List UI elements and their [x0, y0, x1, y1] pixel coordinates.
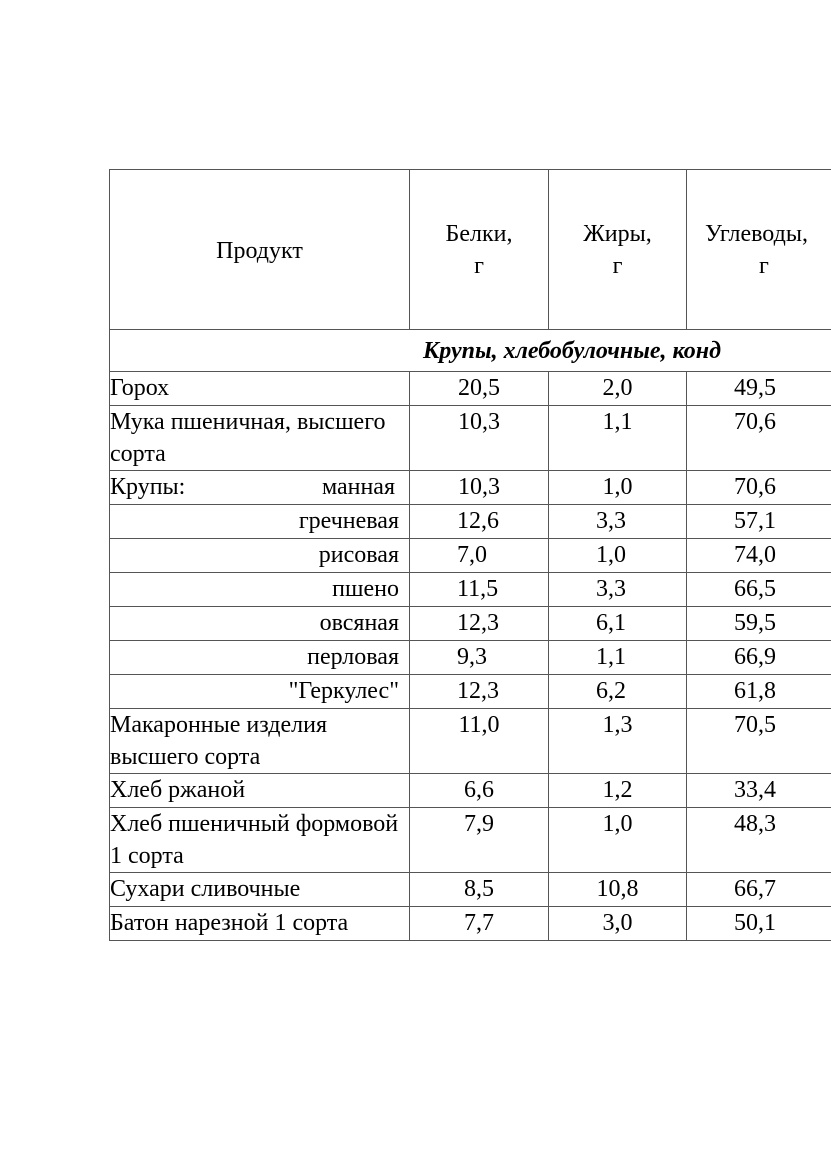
table-row — [110, 907, 831, 941]
fat-value: 1,0 — [549, 808, 687, 873]
carbs-value: 33,4 — [687, 774, 831, 808]
header-fat-label: Жиры, — [583, 220, 652, 247]
fat-value: 1,0 — [549, 539, 687, 573]
table-row — [110, 573, 831, 607]
header-fat — [549, 170, 687, 330]
header-product: Продукт — [110, 170, 410, 330]
product-name: Батон нарезной 1 сорта — [110, 907, 410, 941]
product-name — [110, 471, 410, 505]
protein-value: 20,5 — [410, 372, 549, 406]
product-name: пшено — [110, 573, 410, 607]
carbs-value: 66,9 — [687, 641, 831, 675]
protein-value: 10,3 — [410, 471, 549, 505]
product-subtype: манная — [321, 474, 395, 500]
protein-value: 12,3 — [410, 675, 549, 709]
table-row — [110, 709, 831, 774]
product-name: перловая — [110, 641, 410, 675]
protein-value: 9,3 — [410, 641, 549, 675]
table-row — [110, 471, 831, 505]
protein-value: 10,3 — [410, 406, 549, 471]
table-row — [110, 372, 831, 406]
protein-value: 7,7 — [410, 907, 549, 941]
product-name: Хлеб пшеничный формовой 1 сорта — [110, 808, 410, 873]
carbs-value: 59,5 — [687, 607, 831, 641]
fat-value: 1,2 — [549, 774, 687, 808]
header-protein-unit: г — [474, 252, 484, 279]
protein-value: 12,6 — [410, 505, 549, 539]
product-name: Мука пшеничная, высшего сорта — [110, 406, 410, 471]
protein-value: 11,5 — [410, 573, 549, 607]
section-row — [110, 330, 831, 372]
product-name: Хлеб ржаной — [110, 774, 410, 808]
header-carbs-label: Углеводы, — [705, 220, 808, 247]
section-title: Крупы, хлебобулочные, конд — [110, 330, 831, 372]
header-fat-unit: г — [612, 252, 623, 279]
carbs-value: 48,3 — [687, 808, 831, 873]
header-carbs-unit: г — [759, 252, 769, 279]
table-row — [110, 539, 831, 573]
carbs-value: 70,6 — [687, 406, 831, 471]
table-header-row — [110, 170, 831, 330]
header-protein-label: Белки, — [445, 220, 513, 247]
table-row — [110, 641, 831, 675]
product-group-label: Крупы: — [110, 474, 186, 500]
fat-value: 2,0 — [549, 372, 687, 406]
table-row — [110, 675, 831, 709]
fat-value: 1,1 — [549, 406, 687, 471]
protein-value: 11,0 — [410, 709, 549, 774]
header-protein — [410, 170, 549, 330]
fat-value: 10,8 — [549, 873, 687, 907]
header-carbs — [687, 170, 831, 330]
product-name: "Геркулес" — [110, 675, 410, 709]
fat-value: 3,3 — [549, 573, 687, 607]
fat-value: 3,3 — [549, 505, 687, 539]
protein-value: 7,9 — [410, 808, 549, 873]
product-name: гречневая — [110, 505, 410, 539]
carbs-value: 70,5 — [687, 709, 831, 774]
carbs-value: 66,5 — [687, 573, 831, 607]
carbs-value: 49,5 — [687, 372, 831, 406]
product-name: Макаронные изделия высшего сорта — [110, 709, 410, 774]
carbs-value: 61,8 — [687, 675, 831, 709]
table-row — [110, 808, 831, 873]
protein-value: 8,5 — [410, 873, 549, 907]
product-name: Горох — [110, 372, 410, 406]
nutrition-table — [109, 169, 831, 941]
carbs-value: 50,1 — [687, 907, 831, 941]
table-row — [110, 505, 831, 539]
table-row — [110, 774, 831, 808]
carbs-value: 57,1 — [687, 505, 831, 539]
fat-value: 1,1 — [549, 641, 687, 675]
fat-value: 3,0 — [549, 907, 687, 941]
table-row — [110, 607, 831, 641]
fat-value: 1,0 — [549, 471, 687, 505]
table-row — [110, 406, 831, 471]
carbs-value: 70,6 — [687, 471, 831, 505]
fat-value: 6,1 — [549, 607, 687, 641]
fat-value: 6,2 — [549, 675, 687, 709]
table-row — [110, 873, 831, 907]
product-name: овсяная — [110, 607, 410, 641]
protein-value: 7,0 — [410, 539, 549, 573]
carbs-value: 74,0 — [687, 539, 831, 573]
protein-value: 6,6 — [410, 774, 549, 808]
protein-value: 12,3 — [410, 607, 549, 641]
fat-value: 1,3 — [549, 709, 687, 774]
carbs-value: 66,7 — [687, 873, 831, 907]
product-name: рисовая — [110, 539, 410, 573]
product-name: Сухари сливочные — [110, 873, 410, 907]
